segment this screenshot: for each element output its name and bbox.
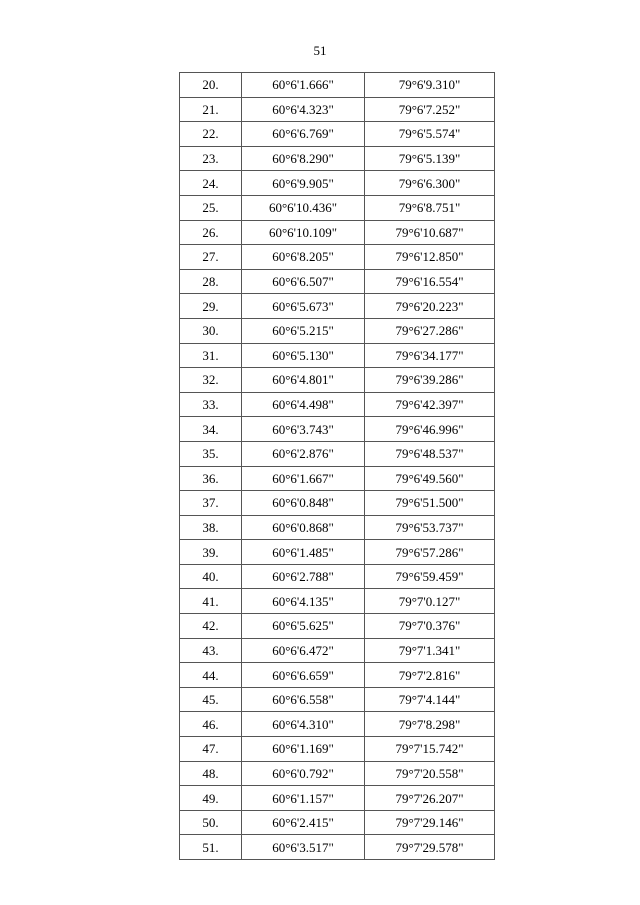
latitude-cell: 60°6'6.472" xyxy=(242,638,365,663)
longitude-cell: 79°6'59.459" xyxy=(365,564,495,589)
table-row xyxy=(180,687,495,712)
longitude-cell: 79°6'51.500" xyxy=(365,491,495,516)
table-row xyxy=(180,368,495,393)
table-row xyxy=(180,97,495,122)
latitude-cell: 60°6'5.625" xyxy=(242,614,365,639)
latitude-cell: 60°6'3.517" xyxy=(242,835,365,860)
longitude-cell: 79°7'4.144" xyxy=(365,687,495,712)
point-number-cell: 51. xyxy=(180,835,242,860)
table-row xyxy=(180,245,495,270)
latitude-cell: 60°6'3.743" xyxy=(242,417,365,442)
point-number-cell: 22. xyxy=(180,122,242,147)
longitude-cell: 79°6'16.554" xyxy=(365,269,495,294)
table-row xyxy=(180,441,495,466)
point-number-cell: 41. xyxy=(180,589,242,614)
table-row xyxy=(180,417,495,442)
table-row xyxy=(180,343,495,368)
table-row xyxy=(180,614,495,639)
longitude-cell: 79°6'10.687" xyxy=(365,220,495,245)
latitude-cell: 60°6'9.905" xyxy=(242,171,365,196)
latitude-cell: 60°6'0.848" xyxy=(242,491,365,516)
page-number: 51 xyxy=(313,43,327,58)
latitude-cell: 60°6'10.436" xyxy=(242,195,365,220)
point-number-cell: 48. xyxy=(180,761,242,786)
coordinates-table xyxy=(179,72,495,860)
point-number-cell: 26. xyxy=(180,220,242,245)
point-number-cell: 42. xyxy=(180,614,242,639)
latitude-cell: 60°6'6.507" xyxy=(242,269,365,294)
latitude-cell: 60°6'6.659" xyxy=(242,663,365,688)
longitude-cell: 79°6'7.252" xyxy=(365,97,495,122)
longitude-cell: 79°6'53.737" xyxy=(365,515,495,540)
longitude-cell: 79°6'48.537" xyxy=(365,441,495,466)
table-row xyxy=(180,638,495,663)
table-row xyxy=(180,835,495,860)
latitude-cell: 60°6'5.130" xyxy=(242,343,365,368)
point-number-cell: 23. xyxy=(180,146,242,171)
point-number-cell: 39. xyxy=(180,540,242,565)
point-number-cell: 50. xyxy=(180,810,242,835)
longitude-cell: 79°6'12.850" xyxy=(365,245,495,270)
latitude-cell: 60°6'0.792" xyxy=(242,761,365,786)
latitude-cell: 60°6'2.876" xyxy=(242,441,365,466)
point-number-cell: 32. xyxy=(180,368,242,393)
table-row xyxy=(180,269,495,294)
point-number-cell: 37. xyxy=(180,491,242,516)
longitude-cell: 79°7'29.146" xyxy=(365,810,495,835)
longitude-cell: 79°7'26.207" xyxy=(365,786,495,811)
table-row xyxy=(180,392,495,417)
point-number-cell: 49. xyxy=(180,786,242,811)
point-number-cell: 27. xyxy=(180,245,242,270)
longitude-cell: 79°6'27.286" xyxy=(365,318,495,343)
longitude-cell: 79°7'1.341" xyxy=(365,638,495,663)
table-row xyxy=(180,761,495,786)
table-row xyxy=(180,589,495,614)
point-number-cell: 30. xyxy=(180,318,242,343)
point-number-cell: 21. xyxy=(180,97,242,122)
longitude-cell: 79°7'29.578" xyxy=(365,835,495,860)
table-row xyxy=(180,73,495,98)
point-number-cell: 34. xyxy=(180,417,242,442)
point-number-cell: 35. xyxy=(180,441,242,466)
point-number-cell: 28. xyxy=(180,269,242,294)
latitude-cell: 60°6'4.498" xyxy=(242,392,365,417)
latitude-cell: 60°6'1.667" xyxy=(242,466,365,491)
latitude-cell: 60°6'0.868" xyxy=(242,515,365,540)
table-row xyxy=(180,712,495,737)
longitude-cell: 79°7'0.376" xyxy=(365,614,495,639)
latitude-cell: 60°6'1.157" xyxy=(242,786,365,811)
point-number-cell: 36. xyxy=(180,466,242,491)
point-number-cell: 43. xyxy=(180,638,242,663)
latitude-cell: 60°6'8.290" xyxy=(242,146,365,171)
latitude-cell: 60°6'8.205" xyxy=(242,245,365,270)
table-row xyxy=(180,146,495,171)
longitude-cell: 79°6'20.223" xyxy=(365,294,495,319)
point-number-cell: 44. xyxy=(180,663,242,688)
table-row xyxy=(180,318,495,343)
longitude-cell: 79°7'8.298" xyxy=(365,712,495,737)
longitude-cell: 79°6'39.286" xyxy=(365,368,495,393)
table-row xyxy=(180,564,495,589)
point-number-cell: 31. xyxy=(180,343,242,368)
table-row xyxy=(180,195,495,220)
table-row xyxy=(180,540,495,565)
longitude-cell: 79°6'5.574" xyxy=(365,122,495,147)
longitude-cell: 79°7'2.816" xyxy=(365,663,495,688)
point-number-cell: 24. xyxy=(180,171,242,196)
longitude-cell: 79°6'42.397" xyxy=(365,392,495,417)
longitude-cell: 79°6'46.996" xyxy=(365,417,495,442)
point-number-cell: 25. xyxy=(180,195,242,220)
latitude-cell: 60°6'1.666" xyxy=(242,73,365,98)
table-row xyxy=(180,515,495,540)
longitude-cell: 79°6'6.300" xyxy=(365,171,495,196)
point-number-cell: 29. xyxy=(180,294,242,319)
latitude-cell: 60°6'2.788" xyxy=(242,564,365,589)
table-row xyxy=(180,122,495,147)
table-row xyxy=(180,810,495,835)
longitude-cell: 79°6'49.560" xyxy=(365,466,495,491)
latitude-cell: 60°6'6.558" xyxy=(242,687,365,712)
latitude-cell: 60°6'1.169" xyxy=(242,737,365,762)
point-number-cell: 47. xyxy=(180,737,242,762)
table-row xyxy=(180,294,495,319)
table-row xyxy=(180,491,495,516)
longitude-cell: 79°7'20.558" xyxy=(365,761,495,786)
latitude-cell: 60°6'1.485" xyxy=(242,540,365,565)
coordinates-table-body xyxy=(180,73,495,860)
table-row xyxy=(180,466,495,491)
latitude-cell: 60°6'4.801" xyxy=(242,368,365,393)
latitude-cell: 60°6'4.323" xyxy=(242,97,365,122)
longitude-cell: 79°6'34.177" xyxy=(365,343,495,368)
point-number-cell: 46. xyxy=(180,712,242,737)
table-row xyxy=(180,737,495,762)
table-row xyxy=(180,220,495,245)
latitude-cell: 60°6'10.109" xyxy=(242,220,365,245)
table-row xyxy=(180,663,495,688)
longitude-cell: 79°6'9.310" xyxy=(365,73,495,98)
latitude-cell: 60°6'2.415" xyxy=(242,810,365,835)
latitude-cell: 60°6'6.769" xyxy=(242,122,365,147)
latitude-cell: 60°6'5.215" xyxy=(242,318,365,343)
point-number-cell: 40. xyxy=(180,564,242,589)
longitude-cell: 79°6'57.286" xyxy=(365,540,495,565)
longitude-cell: 79°6'5.139" xyxy=(365,146,495,171)
table-row xyxy=(180,171,495,196)
point-number-cell: 45. xyxy=(180,687,242,712)
longitude-cell: 79°7'15.742" xyxy=(365,737,495,762)
longitude-cell: 79°6'8.751" xyxy=(365,195,495,220)
table-row xyxy=(180,786,495,811)
longitude-cell: 79°7'0.127" xyxy=(365,589,495,614)
point-number-cell: 20. xyxy=(180,73,242,98)
point-number-cell: 38. xyxy=(180,515,242,540)
latitude-cell: 60°6'4.310" xyxy=(242,712,365,737)
latitude-cell: 60°6'5.673" xyxy=(242,294,365,319)
point-number-cell: 33. xyxy=(180,392,242,417)
latitude-cell: 60°6'4.135" xyxy=(242,589,365,614)
